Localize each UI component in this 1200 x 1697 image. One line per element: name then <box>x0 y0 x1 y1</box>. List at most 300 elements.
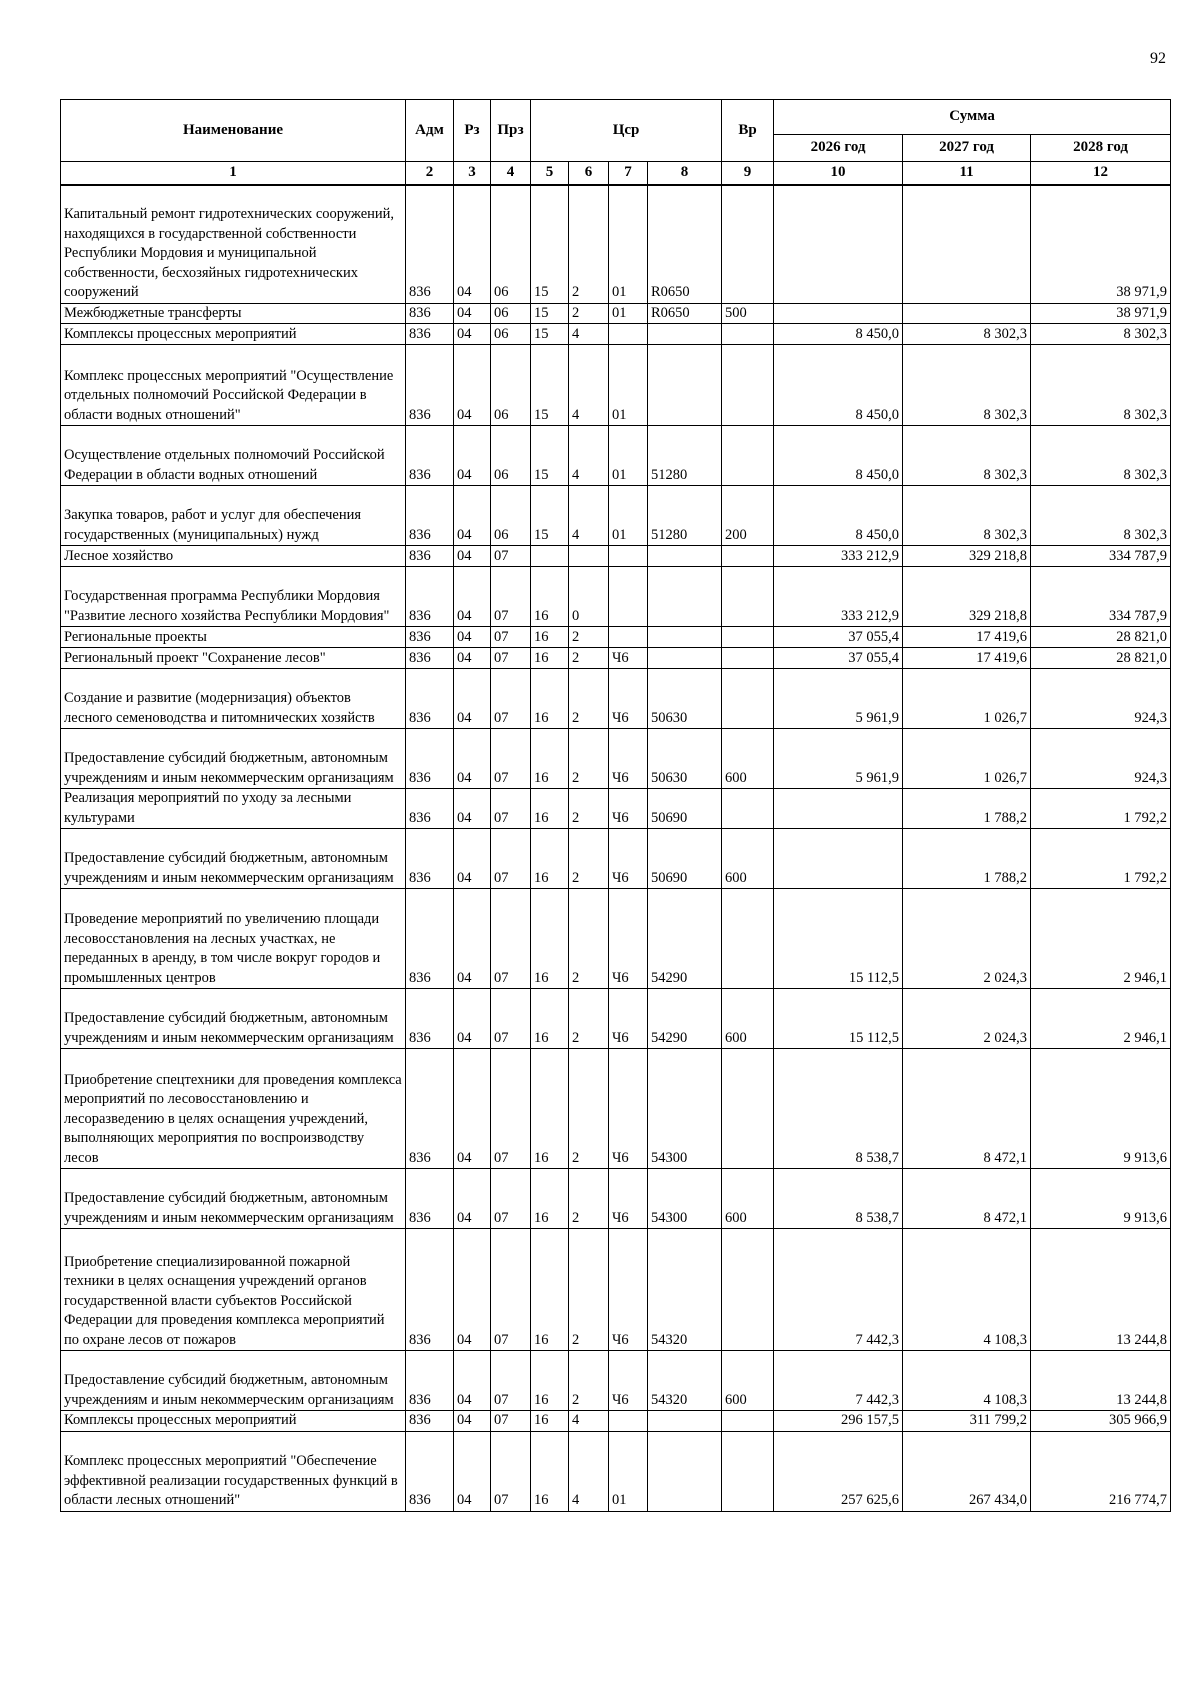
row-csr-direction: 54300 <box>648 1049 722 1169</box>
row-csr-project: Ч6 <box>609 789 648 829</box>
table-row <box>61 345 1171 426</box>
row-vr <box>722 789 774 829</box>
row-csr-program: 16 <box>531 1411 569 1432</box>
row-csr-direction: 50630 <box>648 729 722 789</box>
row-adm: 836 <box>406 486 454 546</box>
row-prz: 07 <box>491 889 531 989</box>
row-vr: 600 <box>722 729 774 789</box>
header-vr: Вр <box>722 100 774 162</box>
row-amount-2027: 329 218,8 <box>903 546 1031 567</box>
row-amount-2028: 13 244,8 <box>1031 1229 1171 1351</box>
row-csr-type: 2 <box>569 669 609 729</box>
row-csr-project <box>609 567 648 627</box>
row-name: Комплекс процессных мероприятий "Обеспечение эффективной реализации государственных функций в области лесных отношений" <box>61 1431 406 1511</box>
table-row <box>61 1351 1171 1411</box>
table-row <box>61 185 1171 303</box>
row-adm: 836 <box>406 546 454 567</box>
row-amount-2026: 8 450,0 <box>774 345 903 426</box>
row-amount-2026: 333 212,9 <box>774 567 903 627</box>
row-amount-2027 <box>903 185 1031 303</box>
row-amount-2027: 17 419,6 <box>903 648 1031 669</box>
row-rz: 04 <box>454 1169 491 1229</box>
row-csr-direction <box>648 567 722 627</box>
row-csr-program: 16 <box>531 1351 569 1411</box>
row-prz: 07 <box>491 729 531 789</box>
row-csr-program: 16 <box>531 669 569 729</box>
row-amount-2027: 1 026,7 <box>903 729 1031 789</box>
row-rz: 04 <box>454 1431 491 1511</box>
row-rz: 04 <box>454 1229 491 1351</box>
row-amount-2026: 15 112,5 <box>774 989 903 1049</box>
row-prz: 07 <box>491 627 531 648</box>
header-name: Наименование <box>61 100 406 162</box>
row-vr <box>722 345 774 426</box>
row-name: Лесное хозяйство <box>61 546 406 567</box>
row-rz: 04 <box>454 324 491 345</box>
row-csr-type: 4 <box>569 324 609 345</box>
row-name: Комплекс процессных мероприятий "Осуществление отдельных полномочий Российской Федерации в области водных отношений" <box>61 345 406 426</box>
row-rz: 04 <box>454 889 491 989</box>
table-row <box>61 303 1171 324</box>
row-vr <box>722 648 774 669</box>
row-csr-program: 16 <box>531 829 569 889</box>
table-row <box>61 324 1171 345</box>
table-row <box>61 989 1171 1049</box>
row-amount-2026: 7 442,3 <box>774 1351 903 1411</box>
row-adm: 836 <box>406 567 454 627</box>
row-amount-2027: 8 302,3 <box>903 426 1031 486</box>
row-adm: 836 <box>406 324 454 345</box>
row-csr-direction <box>648 1431 722 1511</box>
row-adm: 836 <box>406 303 454 324</box>
row-csr-project: 01 <box>609 1431 648 1511</box>
column-number: 6 <box>569 162 609 186</box>
row-csr-direction <box>648 1411 722 1432</box>
row-rz: 04 <box>454 546 491 567</box>
header-adm: Адм <box>406 100 454 162</box>
row-amount-2028: 28 821,0 <box>1031 648 1171 669</box>
row-csr-type: 2 <box>569 1351 609 1411</box>
row-csr-project: Ч6 <box>609 989 648 1049</box>
row-adm: 836 <box>406 1169 454 1229</box>
row-csr-type: 2 <box>569 729 609 789</box>
row-csr-type: 2 <box>569 627 609 648</box>
column-number: 3 <box>454 162 491 186</box>
row-name: Капитальный ремонт гидротехнических сооружений, находящихся в государственной собственности Республики Мордовия и муниципальной собственности, бесхозяйных гидротехнических сооружений <box>61 185 406 303</box>
row-amount-2028: 9 913,6 <box>1031 1049 1171 1169</box>
row-amount-2026: 8 450,0 <box>774 324 903 345</box>
row-rz: 04 <box>454 303 491 324</box>
row-csr-direction <box>648 627 722 648</box>
row-name: Региональные проекты <box>61 627 406 648</box>
table-row <box>61 1411 1171 1432</box>
row-prz: 07 <box>491 1411 531 1432</box>
row-name: Предоставление субсидий бюджетным, автономным учреждениям и иным некоммерческим организациям <box>61 989 406 1049</box>
row-adm: 836 <box>406 648 454 669</box>
row-amount-2027: 1 026,7 <box>903 669 1031 729</box>
row-amount-2026: 296 157,5 <box>774 1411 903 1432</box>
row-csr-project: 01 <box>609 345 648 426</box>
row-amount-2026: 8 450,0 <box>774 426 903 486</box>
row-amount-2028: 9 913,6 <box>1031 1169 1171 1229</box>
row-csr-type: 2 <box>569 648 609 669</box>
row-csr-direction: 50630 <box>648 669 722 729</box>
row-vr <box>722 1411 774 1432</box>
row-csr-project: Ч6 <box>609 829 648 889</box>
table-row <box>61 1169 1171 1229</box>
row-vr <box>722 889 774 989</box>
column-number: 10 <box>774 162 903 186</box>
table-row <box>61 648 1171 669</box>
row-csr-program: 15 <box>531 185 569 303</box>
row-csr-type: 2 <box>569 889 609 989</box>
row-name: Осуществление отдельных полномочий Российской Федерации в области водных отношений <box>61 426 406 486</box>
row-vr: 500 <box>722 303 774 324</box>
row-csr-project: Ч6 <box>609 1229 648 1351</box>
row-csr-program: 15 <box>531 303 569 324</box>
row-amount-2028: 1 792,2 <box>1031 789 1171 829</box>
row-prz: 07 <box>491 669 531 729</box>
row-csr-type <box>569 546 609 567</box>
row-csr-project: Ч6 <box>609 648 648 669</box>
row-name: Комплексы процессных мероприятий <box>61 324 406 345</box>
row-name: Приобретение специализированной пожарной техники в целях оснащения учреждений органов государственной власти субъектов Российской Федерации для проведения комплекса мероприятий по охране лесов от пожаров <box>61 1229 406 1351</box>
row-adm: 836 <box>406 989 454 1049</box>
row-rz: 04 <box>454 989 491 1049</box>
row-prz: 07 <box>491 1351 531 1411</box>
row-name: Региональный проект "Сохранение лесов" <box>61 648 406 669</box>
row-rz: 04 <box>454 1049 491 1169</box>
row-rz: 04 <box>454 426 491 486</box>
row-csr-program: 15 <box>531 486 569 546</box>
row-amount-2027: 4 108,3 <box>903 1351 1031 1411</box>
row-amount-2028: 305 966,9 <box>1031 1411 1171 1432</box>
row-amount-2028: 8 302,3 <box>1031 486 1171 546</box>
row-vr: 600 <box>722 829 774 889</box>
row-adm: 836 <box>406 1411 454 1432</box>
row-rz: 04 <box>454 345 491 426</box>
row-amount-2026: 37 055,4 <box>774 648 903 669</box>
row-amount-2028: 38 971,9 <box>1031 185 1171 303</box>
row-csr-project: 01 <box>609 486 648 546</box>
row-prz: 06 <box>491 345 531 426</box>
row-vr <box>722 426 774 486</box>
row-csr-program: 16 <box>531 1049 569 1169</box>
row-amount-2027: 267 434,0 <box>903 1431 1031 1511</box>
row-csr-direction: 50690 <box>648 829 722 889</box>
row-csr-type: 2 <box>569 1169 609 1229</box>
table-row <box>61 729 1171 789</box>
row-rz: 04 <box>454 486 491 546</box>
row-amount-2026: 257 625,6 <box>774 1431 903 1511</box>
row-amount-2026: 8 450,0 <box>774 486 903 546</box>
row-csr-program: 16 <box>531 789 569 829</box>
row-name: Предоставление субсидий бюджетным, автономным учреждениям и иным некоммерческим организациям <box>61 1169 406 1229</box>
row-adm: 836 <box>406 1049 454 1169</box>
row-csr-project <box>609 1411 648 1432</box>
row-name: Государственная программа Республики Мордовия "Развитие лесного хозяйства Республики Мордовия" <box>61 567 406 627</box>
row-rz: 04 <box>454 729 491 789</box>
row-amount-2026 <box>774 185 903 303</box>
row-csr-direction: 54300 <box>648 1169 722 1229</box>
column-number: 7 <box>609 162 648 186</box>
row-csr-project <box>609 546 648 567</box>
row-csr-project <box>609 324 648 345</box>
row-amount-2027: 8 472,1 <box>903 1169 1031 1229</box>
row-amount-2028: 13 244,8 <box>1031 1351 1171 1411</box>
row-csr-program: 16 <box>531 1229 569 1351</box>
header-csr: Цср <box>531 100 722 162</box>
header-year-2026: 2026 год <box>774 135 903 162</box>
row-csr-project: Ч6 <box>609 1049 648 1169</box>
column-number: 1 <box>61 162 406 186</box>
table-row <box>61 829 1171 889</box>
column-number: 4 <box>491 162 531 186</box>
row-amount-2027: 8 302,3 <box>903 486 1031 546</box>
header-year-2028: 2028 год <box>1031 135 1171 162</box>
row-csr-program: 16 <box>531 567 569 627</box>
row-csr-project: Ч6 <box>609 1169 648 1229</box>
row-rz: 04 <box>454 627 491 648</box>
row-amount-2028: 334 787,9 <box>1031 567 1171 627</box>
row-csr-program: 16 <box>531 729 569 789</box>
row-amount-2027: 17 419,6 <box>903 627 1031 648</box>
row-amount-2026: 8 538,7 <box>774 1169 903 1229</box>
row-amount-2028: 334 787,9 <box>1031 546 1171 567</box>
row-amount-2027: 2 024,3 <box>903 889 1031 989</box>
row-amount-2026: 5 961,9 <box>774 669 903 729</box>
table-row <box>61 567 1171 627</box>
row-csr-type: 2 <box>569 303 609 324</box>
column-number: 9 <box>722 162 774 186</box>
row-csr-program: 16 <box>531 989 569 1049</box>
row-vr <box>722 1049 774 1169</box>
row-amount-2028: 1 792,2 <box>1031 829 1171 889</box>
row-amount-2027: 8 302,3 <box>903 324 1031 345</box>
row-csr-project: Ч6 <box>609 669 648 729</box>
row-prz: 07 <box>491 989 531 1049</box>
row-csr-project: Ч6 <box>609 889 648 989</box>
row-csr-project: 01 <box>609 426 648 486</box>
row-csr-program: 16 <box>531 1169 569 1229</box>
row-amount-2026: 333 212,9 <box>774 546 903 567</box>
row-rz: 04 <box>454 789 491 829</box>
row-prz: 07 <box>491 567 531 627</box>
row-vr <box>722 669 774 729</box>
row-name: Проведение мероприятий по увеличению площади лесовосстановления на лесных участках, не переданных в аренду, в том числе вокруг городов и промышленных центров <box>61 889 406 989</box>
row-prz: 06 <box>491 426 531 486</box>
row-csr-type: 2 <box>569 1229 609 1351</box>
row-prz: 07 <box>491 829 531 889</box>
table-header <box>61 100 1171 186</box>
row-csr-project: 01 <box>609 185 648 303</box>
row-prz: 06 <box>491 486 531 546</box>
row-adm: 836 <box>406 426 454 486</box>
row-csr-type: 4 <box>569 1411 609 1432</box>
row-vr: 200 <box>722 486 774 546</box>
row-amount-2026: 8 538,7 <box>774 1049 903 1169</box>
row-prz: 06 <box>491 303 531 324</box>
row-adm: 836 <box>406 1351 454 1411</box>
row-csr-direction <box>648 648 722 669</box>
table-row <box>61 546 1171 567</box>
row-adm: 836 <box>406 1431 454 1511</box>
row-csr-direction: 51280 <box>648 486 722 546</box>
header-sum: Сумма <box>774 100 1171 135</box>
table-row <box>61 426 1171 486</box>
table-row <box>61 486 1171 546</box>
row-csr-program: 16 <box>531 627 569 648</box>
table-body <box>61 185 1171 1511</box>
row-csr-program: 15 <box>531 345 569 426</box>
row-amount-2026: 37 055,4 <box>774 627 903 648</box>
row-csr-type: 2 <box>569 989 609 1049</box>
row-prz: 07 <box>491 789 531 829</box>
row-prz: 07 <box>491 1229 531 1351</box>
row-rz: 04 <box>454 669 491 729</box>
row-vr: 600 <box>722 1351 774 1411</box>
row-adm: 836 <box>406 889 454 989</box>
row-csr-type: 4 <box>569 1431 609 1511</box>
row-adm: 836 <box>406 185 454 303</box>
row-amount-2028: 28 821,0 <box>1031 627 1171 648</box>
row-csr-program: 16 <box>531 1431 569 1511</box>
row-csr-program: 16 <box>531 648 569 669</box>
row-name: Закупка товаров, работ и услуг для обеспечения государственных (муниципальных) нужд <box>61 486 406 546</box>
row-vr <box>722 567 774 627</box>
row-amount-2026 <box>774 303 903 324</box>
row-csr-direction <box>648 546 722 567</box>
row-vr <box>722 1229 774 1351</box>
table-row <box>61 1229 1171 1351</box>
row-amount-2028: 8 302,3 <box>1031 345 1171 426</box>
row-amount-2028: 924,3 <box>1031 729 1171 789</box>
header-prz: Прз <box>491 100 531 162</box>
row-name: Предоставление субсидий бюджетным, автономным учреждениям и иным некоммерческим организациям <box>61 1351 406 1411</box>
row-csr-type: 2 <box>569 185 609 303</box>
row-vr <box>722 546 774 567</box>
row-name: Приобретение спецтехники для проведения комплекса мероприятий по лесовосстановлению и лесоразведению в целях оснащения учреждений, выполняющих мероприятия по воспроизводству лесов <box>61 1049 406 1169</box>
row-amount-2028: 216 774,7 <box>1031 1431 1171 1511</box>
table-row <box>61 627 1171 648</box>
row-vr <box>722 1431 774 1511</box>
row-csr-program: 15 <box>531 324 569 345</box>
row-csr-direction <box>648 324 722 345</box>
row-amount-2027: 1 788,2 <box>903 829 1031 889</box>
column-number: 8 <box>648 162 722 186</box>
table-row <box>61 889 1171 989</box>
row-amount-2028: 2 946,1 <box>1031 989 1171 1049</box>
row-amount-2027: 311 799,2 <box>903 1411 1031 1432</box>
row-csr-type: 2 <box>569 829 609 889</box>
row-amount-2027: 329 218,8 <box>903 567 1031 627</box>
row-csr-direction: 54320 <box>648 1351 722 1411</box>
row-prz: 07 <box>491 546 531 567</box>
row-vr <box>722 185 774 303</box>
row-csr-direction: 54320 <box>648 1229 722 1351</box>
row-amount-2026 <box>774 829 903 889</box>
column-number: 2 <box>406 162 454 186</box>
row-name: Предоставление субсидий бюджетным, автономным учреждениям и иным некоммерческим организациям <box>61 829 406 889</box>
row-amount-2028: 924,3 <box>1031 669 1171 729</box>
header-rz: Рз <box>454 100 491 162</box>
column-number: 12 <box>1031 162 1171 186</box>
row-csr-direction: 54290 <box>648 989 722 1049</box>
row-rz: 04 <box>454 567 491 627</box>
row-rz: 04 <box>454 648 491 669</box>
row-prz: 07 <box>491 1049 531 1169</box>
row-amount-2027 <box>903 303 1031 324</box>
row-adm: 836 <box>406 789 454 829</box>
row-amount-2028: 2 946,1 <box>1031 889 1171 989</box>
row-csr-direction: 54290 <box>648 889 722 989</box>
budget-table <box>60 99 1171 1512</box>
row-csr-direction <box>648 345 722 426</box>
row-amount-2027: 2 024,3 <box>903 989 1031 1049</box>
page-number: 92 <box>1150 50 1166 67</box>
row-amount-2027: 4 108,3 <box>903 1229 1031 1351</box>
row-amount-2026: 5 961,9 <box>774 729 903 789</box>
row-amount-2028: 38 971,9 <box>1031 303 1171 324</box>
column-number: 11 <box>903 162 1031 186</box>
row-vr: 600 <box>722 989 774 1049</box>
row-rz: 04 <box>454 1411 491 1432</box>
row-vr <box>722 627 774 648</box>
row-amount-2028: 8 302,3 <box>1031 324 1171 345</box>
row-csr-direction: 50690 <box>648 789 722 829</box>
row-name: Комплексы процессных мероприятий <box>61 1411 406 1432</box>
row-csr-program <box>531 546 569 567</box>
row-vr <box>722 324 774 345</box>
row-name: Межбюджетные трансферты <box>61 303 406 324</box>
row-csr-program: 16 <box>531 889 569 989</box>
row-csr-direction: 51280 <box>648 426 722 486</box>
row-amount-2028: 8 302,3 <box>1031 426 1171 486</box>
row-adm: 836 <box>406 345 454 426</box>
row-prz: 07 <box>491 648 531 669</box>
row-adm: 836 <box>406 669 454 729</box>
table-row <box>61 1431 1171 1511</box>
row-adm: 836 <box>406 829 454 889</box>
row-vr: 600 <box>722 1169 774 1229</box>
row-csr-project: Ч6 <box>609 729 648 789</box>
row-name: Создание и развитие (модернизация) объектов лесного семеноводства и питомнических хозяйств <box>61 669 406 729</box>
row-adm: 836 <box>406 1229 454 1351</box>
row-rz: 04 <box>454 185 491 303</box>
row-csr-type: 0 <box>569 567 609 627</box>
row-adm: 836 <box>406 729 454 789</box>
row-rz: 04 <box>454 1351 491 1411</box>
row-prz: 07 <box>491 1169 531 1229</box>
row-csr-project: 01 <box>609 303 648 324</box>
row-prz: 07 <box>491 1431 531 1511</box>
row-csr-type: 4 <box>569 426 609 486</box>
header-year-2027: 2027 год <box>903 135 1031 162</box>
row-amount-2026 <box>774 789 903 829</box>
row-prz: 06 <box>491 324 531 345</box>
row-csr-direction: R0650 <box>648 185 722 303</box>
row-csr-project: Ч6 <box>609 1351 648 1411</box>
row-csr-direction: R0650 <box>648 303 722 324</box>
row-amount-2027: 8 472,1 <box>903 1049 1031 1169</box>
row-csr-type: 4 <box>569 345 609 426</box>
row-amount-2026: 15 112,5 <box>774 889 903 989</box>
row-name: Реализация мероприятий по уходу за лесными культурами <box>61 789 406 829</box>
row-name: Предоставление субсидий бюджетным, автономным учреждениям и иным некоммерческим организациям <box>61 729 406 789</box>
table-row <box>61 669 1171 729</box>
table-row <box>61 789 1171 829</box>
table-row <box>61 1049 1171 1169</box>
